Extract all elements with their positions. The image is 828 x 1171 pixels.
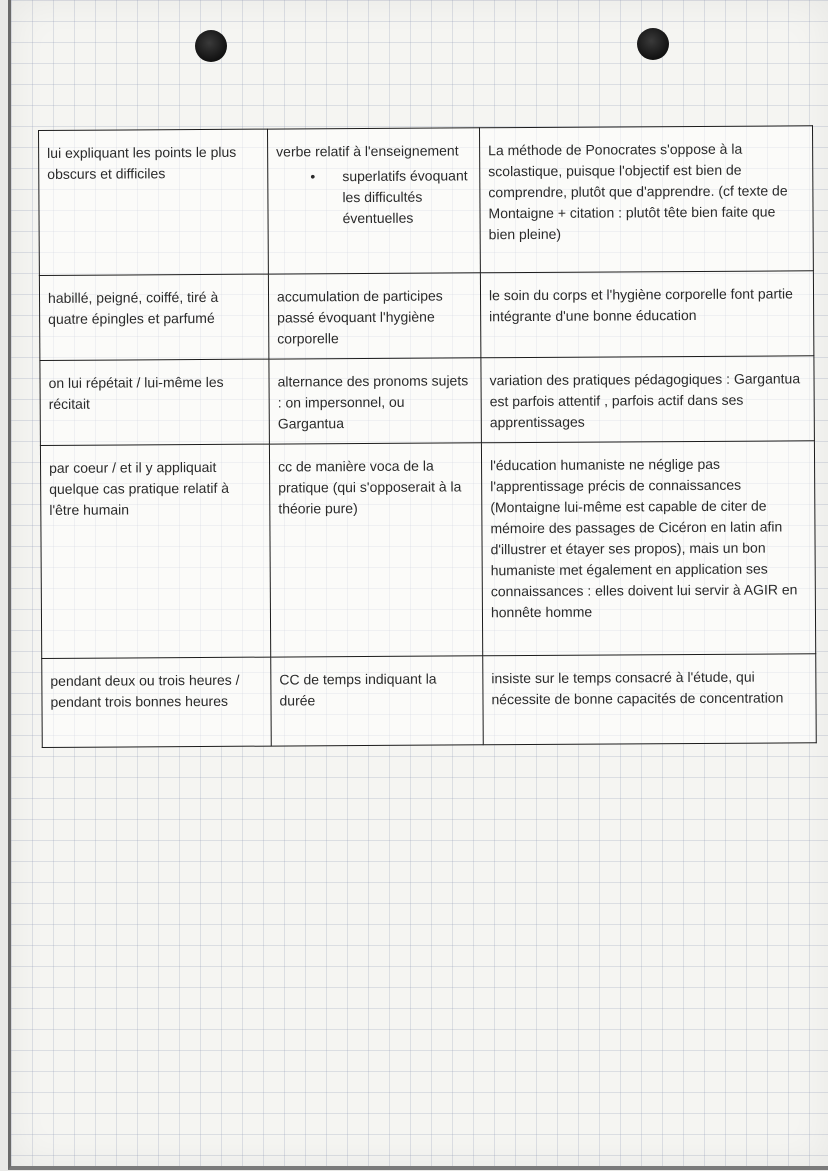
quote-cell: par coeur / et il y appliquait quelque cas pratique relatif à l'être humain xyxy=(40,444,270,658)
bullet-text: superlatifs évoquant les difficultés éventuelles xyxy=(342,167,468,227)
procedure-cell: cc de manière voca de la pratique (qui s'opposerait à la théorie pure) xyxy=(269,443,482,657)
interpretation-cell: variation des pratiques pédagogiques : Gargantua est parfois attentif , parfois actif dans ses apprentissages xyxy=(481,356,815,443)
analysis-table xyxy=(38,125,817,748)
procedure-cell: accumulation de participes passé évoquant l'hygiène corporelle xyxy=(268,273,481,359)
table-row xyxy=(40,356,815,446)
table-row xyxy=(40,441,815,659)
table-row xyxy=(39,126,814,276)
procedure-cell xyxy=(267,128,480,274)
analysis-table-container xyxy=(38,125,816,748)
table-row xyxy=(39,271,814,361)
interpretation-cell: La méthode de Ponocrates s'oppose à la scolastique, puisque l'objectif est bien de comprendre, plutôt que d'apprendre. (cf texte de Montaigne + citation : plutôt tête bien faite que bien pleine) xyxy=(479,126,813,273)
procedure-text: verbe relatif à l'enseignement xyxy=(276,142,459,160)
punch-hole-left xyxy=(195,30,227,62)
bullet-icon: • xyxy=(310,168,316,185)
punch-hole-right xyxy=(637,28,669,60)
quote-cell: lui expliquant les points le plus obscurs et difficiles xyxy=(39,129,269,275)
procedure-bullet-list xyxy=(276,165,471,229)
interpretation-cell: le soin du corps et l'hygiène corporelle font partie intégrante d'une bonne éducation xyxy=(480,271,814,358)
procedure-cell: alternance des pronoms sujets : on impersonnel, ou Gargantua xyxy=(269,358,482,444)
quote-cell: on lui répétait / lui-même les récitait xyxy=(40,359,270,445)
procedure-cell: CC de temps indiquant la durée xyxy=(271,656,484,746)
bullet-item xyxy=(310,165,471,229)
table-row xyxy=(42,654,817,748)
interpretation-cell: l'éducation humaniste ne néglige pas l'apprentissage précis de connaissances (Montaigne lui-même est capable de citer de mémoire des passages de Cicéron en latin afin d'illustrer et étayer ses propos), mais un bon humaniste met également en application ses connaissances : elles doivent lui servir à AGIR en honnête homme xyxy=(481,441,815,656)
quote-cell: habillé, peigné, coiffé, tiré à quatre épingles et parfumé xyxy=(39,274,269,360)
interpretation-cell: insiste sur le temps consacré à l'étude, qui nécessite de bonne capacités de concentration xyxy=(483,654,817,745)
quote-cell: pendant deux ou trois heures / pendant trois bonnes heures xyxy=(42,657,272,747)
